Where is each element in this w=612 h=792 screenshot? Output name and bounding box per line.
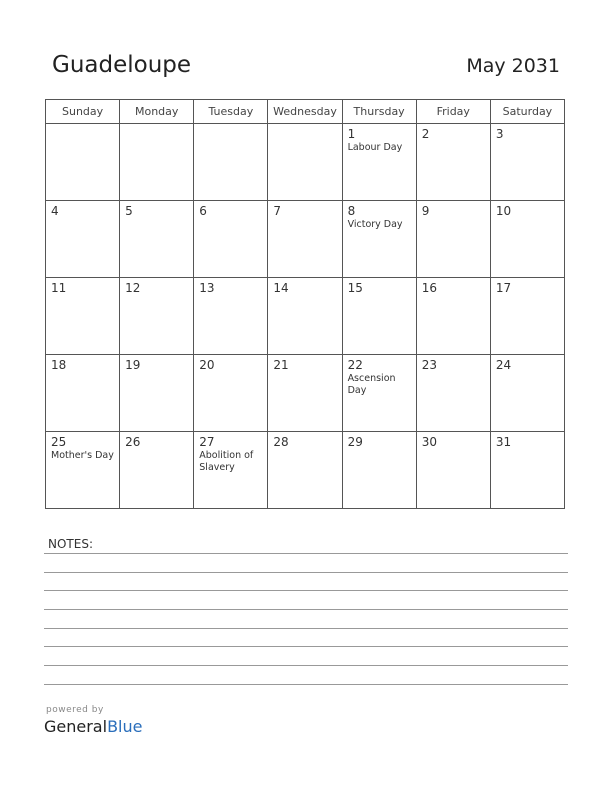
day-number: 5 [125,204,133,218]
day-cell [342,278,416,355]
note-line [44,590,568,591]
note-line [44,646,568,647]
day-cell [120,124,194,201]
holiday-label: Labour Day [347,142,403,153]
day-cell [490,201,564,278]
day-cell [194,355,268,432]
holiday-label: Mother's Day [51,450,114,461]
day-cell [342,201,416,278]
day-cell [490,278,564,355]
day-cell [194,278,268,355]
day-cell [46,355,120,432]
powered-by-text: powered by [46,705,104,715]
day-cell [342,355,416,432]
calendar-week-row [46,201,565,278]
calendar-week-row [46,278,565,355]
day-cell [268,432,342,509]
day-number: 28 [273,435,289,449]
weekday-header-row [46,100,565,124]
day-cell [416,355,490,432]
day-cell [490,355,564,432]
day-cell [416,201,490,278]
day-cell [268,124,342,201]
day-cell [46,278,120,355]
day-number: 27 [199,435,215,449]
notes-label: NOTES: [48,537,93,551]
note-line [44,684,568,685]
note-line [44,609,568,610]
day-number: 4 [51,204,59,218]
day-number: 3 [495,127,504,141]
calendar-week-row [46,432,565,509]
day-cell [120,432,194,509]
note-line [44,628,568,629]
day-number: 6 [199,204,207,218]
day-cell [342,432,416,509]
day-cell [268,355,342,432]
month-year-title: May 2031 [466,55,560,77]
day-number [194,124,267,127]
day-number: 8 [347,204,356,218]
day-number: 14 [273,281,289,295]
day-cell [120,278,194,355]
holiday-label: Ascension Day [347,373,396,396]
day-number: 19 [125,358,141,372]
day-cell [46,432,120,509]
weekday-header: Friday [416,100,490,124]
day-cell [268,278,342,355]
day-number: 13 [199,281,215,295]
country-title: Guadeloupe [52,52,192,78]
day-number: 31 [495,435,512,449]
day-number: 25 [51,435,67,449]
day-number: 20 [199,358,215,372]
brand-name-general: General [44,717,108,736]
day-cell [342,124,416,201]
day-cell [194,201,268,278]
day-number: 29 [347,435,363,449]
weekday-header: Tuesday [194,100,268,124]
day-cell [194,432,268,509]
day-cell [416,124,490,201]
day-number: 15 [347,281,363,295]
day-number: 16 [421,281,437,295]
day-number: 21 [273,358,289,372]
weekday-header: Wednesday [268,100,342,124]
day-number: 10 [495,204,512,218]
holiday-label: Abolition of Slavery [199,450,254,473]
day-number: 17 [495,281,512,295]
note-line [44,553,568,554]
calendar-week-row [46,124,565,201]
day-number: 23 [421,358,437,372]
day-number [46,124,119,127]
day-number [120,124,193,127]
day-cell [120,355,194,432]
day-number: 30 [421,435,437,449]
weekday-header: Thursday [342,100,416,124]
day-cell [416,432,490,509]
day-number: 18 [51,358,67,372]
day-number: 1 [347,127,356,141]
holiday-label: Victory Day [347,219,403,230]
day-cell [120,201,194,278]
brand-logo [44,717,142,736]
day-cell [46,201,120,278]
note-line [44,572,568,573]
day-number: 26 [125,435,141,449]
day-cell [194,124,268,201]
calendar-grid [45,99,565,509]
note-line [44,665,568,666]
weekday-header: Saturday [490,100,564,124]
brand-name-blue: Blue [107,717,143,736]
day-number: 24 [495,358,512,372]
day-number: 7 [273,204,282,218]
weekday-header: Sunday [46,100,120,124]
day-number: 9 [421,204,430,218]
day-cell [268,201,342,278]
day-cell [46,124,120,201]
day-cell [490,124,564,201]
day-cell [416,278,490,355]
day-number [268,124,341,127]
day-number: 12 [125,281,141,295]
day-cell [490,432,564,509]
calendar-week-row [46,355,565,432]
weekday-header: Monday [120,100,194,124]
day-number: 2 [421,127,430,141]
day-number: 11 [51,281,67,295]
day-number: 22 [347,358,363,372]
